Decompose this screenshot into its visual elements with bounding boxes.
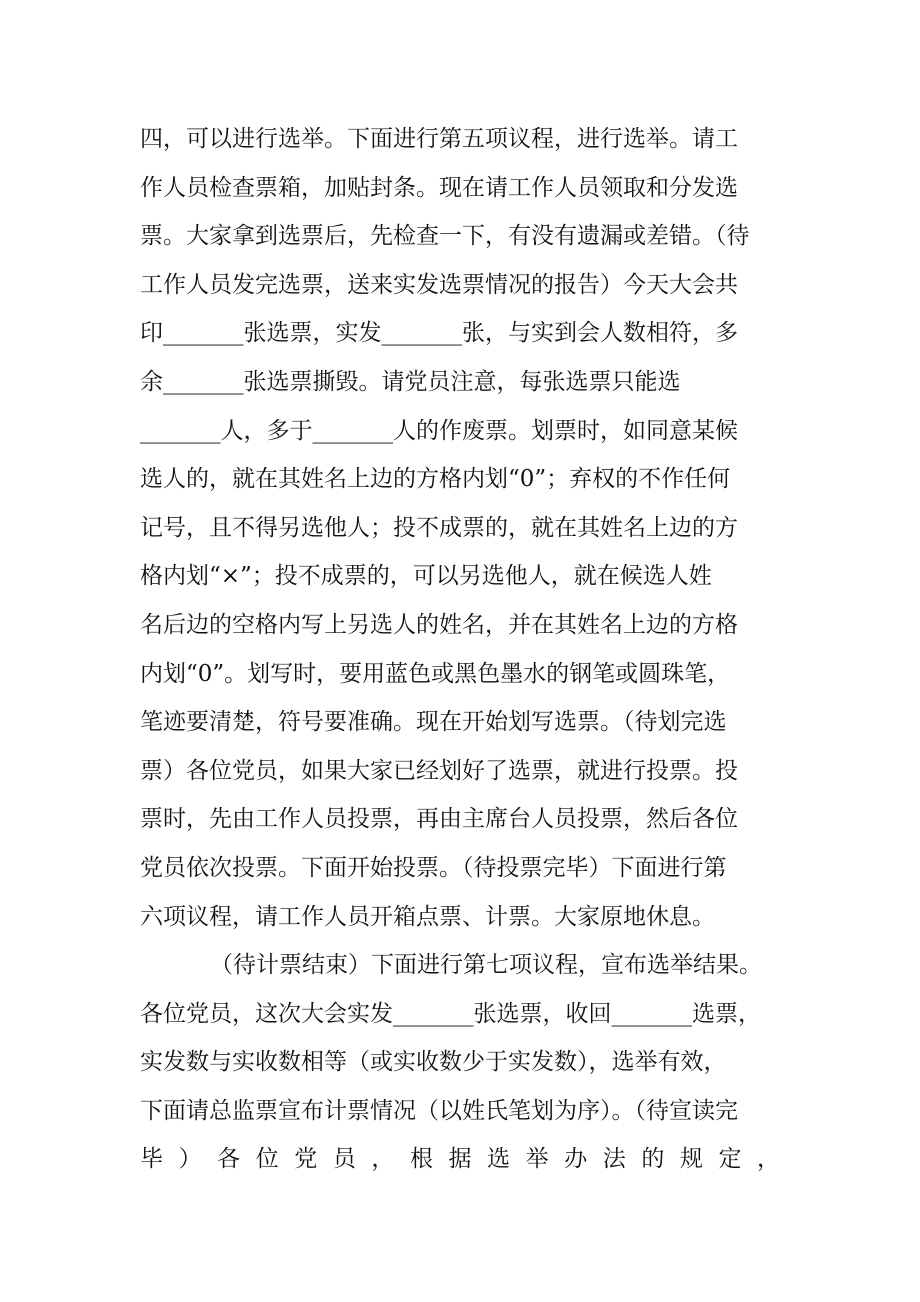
text-line: 各位党员，这次大会实发_______张选票，收回_______选票， <box>140 1000 761 1027</box>
text-line: 格内划“×”；投不成票的，可以另选他人，就在候选人姓 <box>140 563 712 590</box>
text-line: _______人，多于_______人的作废票。划票时，如同意某候 <box>140 417 738 444</box>
char: 选 <box>487 1146 511 1173</box>
text-line: 票时，先由工作人员投票，再由主席台人员投票，然后各位 <box>140 806 738 833</box>
char: 根 <box>409 1146 433 1173</box>
char: 党 <box>294 1146 318 1173</box>
text-line: 名后边的空格内写上另选人的姓名，并在其姓名上边的方格 <box>140 611 738 638</box>
text-line: 四，可以进行选举。下面进行第五项议程，进行选举。请工 <box>140 126 738 152</box>
char: ） <box>178 1146 202 1173</box>
paragraph-first-line: （待计票结束）下面进行第七项议程，宣布选举结果。 <box>210 952 762 979</box>
char: 毕 <box>140 1146 163 1173</box>
char: 规 <box>679 1146 703 1173</box>
char: 员 <box>332 1146 356 1173</box>
text-line: 实发数与实收数相等（或实收数少于实发数），选举有效， <box>140 1049 727 1076</box>
char: 的 <box>641 1146 665 1173</box>
text-line: 印_______张选票，实发_______张，与实到会人数相符，多 <box>140 320 738 347</box>
text-line: 党员依次投票。下面开始投票。（待投票完毕）下面进行第 <box>140 854 727 881</box>
char: ， <box>371 1146 395 1173</box>
text-line: 余_______张选票撕毁。请党员注意，每张选票只能选 <box>140 368 681 395</box>
justified-last-line <box>140 1135 780 1184</box>
text-line: 作人员检查票箱，加贴封条。现在请工作人员领取和分发选 <box>140 174 738 201</box>
char: 办 <box>564 1146 588 1173</box>
char: 各 <box>217 1146 241 1173</box>
char: 举 <box>525 1146 549 1173</box>
text-line: 内划“0”。划写时，要用蓝色或黑色墨水的钢笔或圆珠笔， <box>140 660 731 687</box>
text-line: 票）各位党员，如果大家已经划好了选票，就进行投票。投 <box>140 757 738 784</box>
text-line: 票。大家拿到选票后，先检查一下，有没有遗漏或差错。（待 <box>140 223 750 250</box>
text-line: 选人的，就在其姓名上边的方格内划“0”；弃权的不作任何 <box>140 466 731 493</box>
text-line: 记号，且不得另选他人；投不成票的，就在其姓名上边的方 <box>140 514 738 541</box>
char: 位 <box>255 1146 279 1173</box>
char: ， <box>757 1146 780 1173</box>
text-line: 下面请总监票宣布计票情况（以姓氏笔划为序）。（待宣读完 <box>140 1097 738 1124</box>
char: 据 <box>448 1146 472 1173</box>
body-text <box>140 115 780 1184</box>
text-line: 六项议程，请工作人员开箱点票、计票。大家原地休息。 <box>140 903 715 930</box>
char: 法 <box>602 1146 626 1173</box>
char: 定 <box>718 1146 742 1173</box>
text-line: 工作人员发完选票，送来实发选票情况的报告）今天大会共 <box>140 271 738 298</box>
text-line: 笔迹要清楚，符号要准确。现在开始划写选票。（待划完选 <box>140 709 727 736</box>
